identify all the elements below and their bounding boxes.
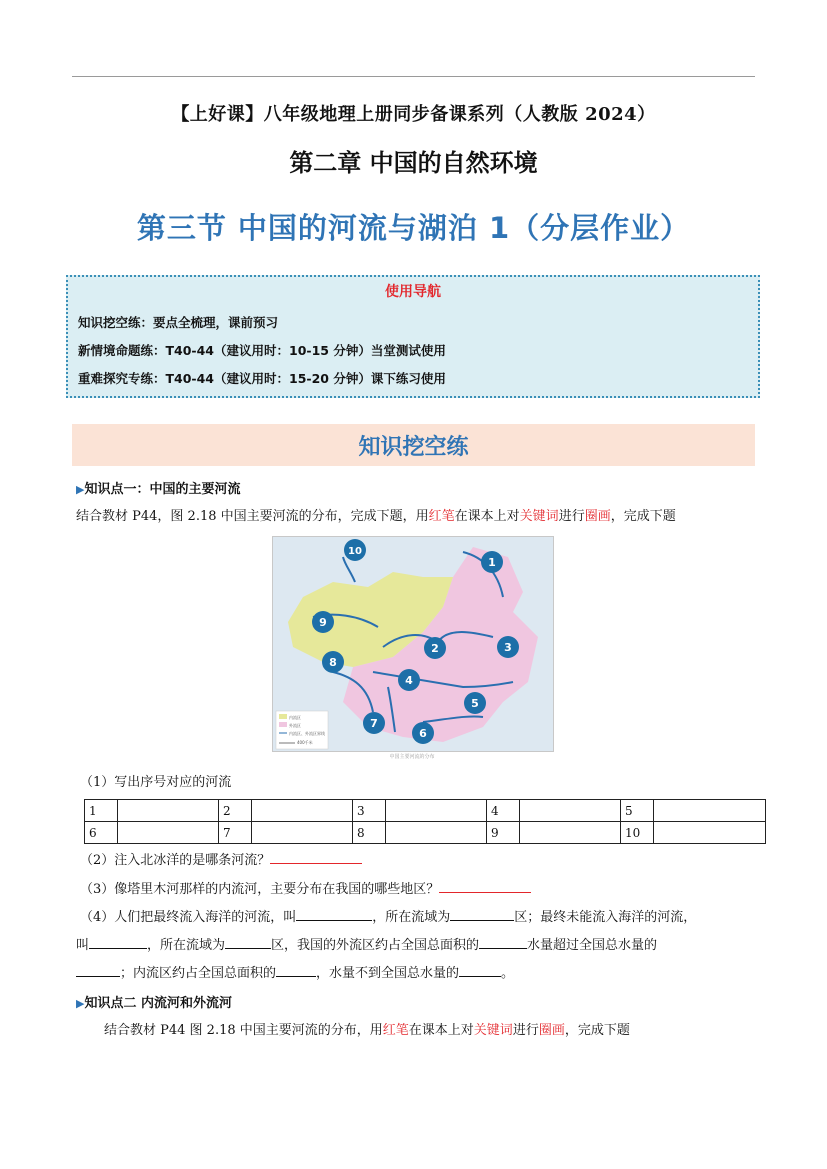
legend-outflow-swatch	[279, 722, 287, 727]
answer-cell[interactable]	[386, 822, 487, 844]
q4-part6: 区，我国的外流区约占全国总面积的	[271, 938, 480, 953]
q3-line	[80, 878, 531, 897]
table-cell-number: 10	[621, 822, 654, 844]
q4-line-1	[80, 906, 696, 925]
svg-text:2: 2	[431, 642, 439, 655]
answer-cell[interactable]	[118, 800, 219, 822]
svg-text:1: 1	[488, 556, 496, 569]
kp2-instr-keyword: 关键词	[473, 1023, 513, 1038]
svg-text:3: 3	[504, 641, 512, 654]
svg-text:5: 5	[471, 697, 479, 710]
q4-part9: ，水量不到全国总水量的	[316, 966, 460, 981]
svg-text:外流区: 外流区	[289, 723, 301, 728]
kp1-instr-b: 在课本上对	[454, 509, 520, 524]
kp2-instr-circle: 圈画	[538, 1023, 565, 1038]
kp1-instr-c: 进行	[558, 509, 585, 524]
series-title: 【上好课】八年级地理上册同步备课系列（人教版 2024）	[171, 104, 656, 125]
answer-cell[interactable]	[520, 822, 621, 844]
q4-blank-4[interactable]	[225, 936, 271, 949]
table-cell-number: 2	[219, 800, 252, 822]
q3-blank[interactable]	[439, 880, 531, 893]
q4-blank-7[interactable]	[276, 964, 316, 977]
svg-text:内流区、外流区界线: 内流区、外流区界线	[289, 731, 325, 736]
kp2-instr-b: 在课本上对	[408, 1023, 474, 1038]
q4-blank-2[interactable]	[450, 908, 514, 921]
table-cell-number: 6	[85, 822, 118, 844]
table-row	[85, 800, 766, 822]
q4-part5: ，所在流域为	[147, 938, 226, 953]
answer-cell[interactable]	[252, 822, 353, 844]
q4-blank-1[interactable]	[296, 908, 372, 921]
kp1-instr-circle: 圈画	[584, 509, 611, 524]
q4-blank-8[interactable]	[459, 964, 501, 977]
usage-navigation-box	[66, 275, 760, 398]
chapter-title: 第二章 中国的自然环境	[289, 149, 538, 177]
svg-text:7: 7	[370, 717, 378, 730]
svg-text:10: 10	[348, 546, 362, 557]
answer-cell[interactable]	[118, 822, 219, 844]
answer-cell[interactable]	[386, 800, 487, 822]
top-rule	[72, 76, 755, 77]
svg-text:9: 9	[319, 616, 327, 629]
q4-part10: 。	[501, 966, 515, 981]
q2-blank[interactable]	[270, 851, 362, 864]
section-title: 第三节 中国的河流与湖泊 1（分层作业）	[136, 211, 691, 245]
q4-part4: 叫	[76, 938, 90, 953]
answer-cell[interactable]	[252, 800, 353, 822]
q4-part7: 水量超过全国总水量的	[527, 938, 658, 953]
q4-line-2	[76, 934, 657, 953]
answer-cell[interactable]	[520, 800, 621, 822]
svg-text:6: 6	[419, 727, 427, 740]
svg-text:400千米: 400千米	[297, 740, 313, 745]
nav-line-preview: 知识挖空练：要点全梳理，课前预习	[78, 315, 279, 330]
answer-cell[interactable]	[654, 822, 766, 844]
svg-text:8: 8	[329, 656, 337, 669]
kp1-instr-red-pen: 红笔	[428, 509, 455, 524]
q4-blank-5[interactable]	[479, 936, 527, 949]
table-cell-number: 4	[487, 800, 520, 822]
kp2-instr-red-pen: 红笔	[382, 1023, 409, 1038]
band-title: 知识挖空练	[358, 435, 469, 460]
triangle-bullet-icon: ▶	[76, 483, 85, 496]
triangle-bullet-icon: ▶	[76, 997, 85, 1010]
kp1-instr-keyword: 关键词	[519, 509, 559, 524]
q4-line-3	[76, 962, 514, 981]
kp2-instr-d: ，完成下题	[564, 1023, 630, 1038]
nav-line-class-test: 新情境命题练：T40-44（建议用时：10-15 分钟）当堂测试使用	[78, 343, 446, 358]
river-answer-table	[84, 799, 766, 844]
table-cell-number: 5	[621, 800, 654, 822]
table-cell-number: 3	[353, 800, 386, 822]
kp1-heading-text: 知识点一：中国的主要河流	[84, 482, 241, 497]
map-graphic	[273, 537, 553, 751]
kp1-instruction	[76, 505, 676, 524]
table-cell-number: 9	[487, 822, 520, 844]
map-caption: 中国主要河流的分布	[389, 754, 435, 760]
q2-text: （2）注入北冰洋的是哪条河流？	[80, 853, 271, 868]
section-band	[72, 424, 755, 466]
q4-part2: ，所在流域为	[372, 910, 451, 925]
knowledge-point-1-heading	[76, 478, 240, 497]
nav-title: 使用导航	[385, 284, 441, 300]
q4-blank-6[interactable]	[76, 964, 120, 977]
nav-line-homework: 重难探究专练：T40-44（建议用时：15-20 分钟）课下练习使用	[78, 371, 446, 386]
q3-text: （3）像塔里木河那样的内流河，主要分布在我国的哪些地区？	[80, 882, 440, 897]
china-rivers-map	[272, 536, 554, 752]
q4-part1: （4）人们把最终流入海洋的河流，叫	[80, 910, 297, 925]
kp2-instr-c: 进行	[512, 1023, 539, 1038]
answer-cell[interactable]	[654, 800, 766, 822]
q4-part3: 区；最终未能流入海洋的河流，	[514, 910, 697, 925]
legend-inland-swatch	[279, 714, 287, 719]
table-cell-number: 7	[219, 822, 252, 844]
kp2-instr-a: 结合教材 P44 图 2.18 中国主要河流的分布，用	[104, 1023, 383, 1038]
table-cell-number: 8	[353, 822, 386, 844]
table-row	[85, 822, 766, 844]
q1-label: （1）写出序号对应的河流	[80, 775, 232, 790]
table-cell-number: 1	[85, 800, 118, 822]
svg-text:内流区: 内流区	[289, 715, 301, 720]
kp2-heading-text: 知识点二 内流河和外流河	[84, 996, 232, 1011]
q2-line	[80, 849, 362, 868]
knowledge-point-2-heading	[76, 992, 232, 1011]
kp1-instr-d: ，完成下题	[610, 509, 676, 524]
q4-part8: ；内流区约占全国总面积的	[120, 966, 277, 981]
svg-text:4: 4	[405, 674, 413, 687]
kp1-instr-a: 结合教材 P44，图 2.18 中国主要河流的分布，完成下题，用	[76, 509, 429, 524]
q4-blank-3[interactable]	[89, 936, 147, 949]
kp2-instruction	[104, 1019, 630, 1038]
